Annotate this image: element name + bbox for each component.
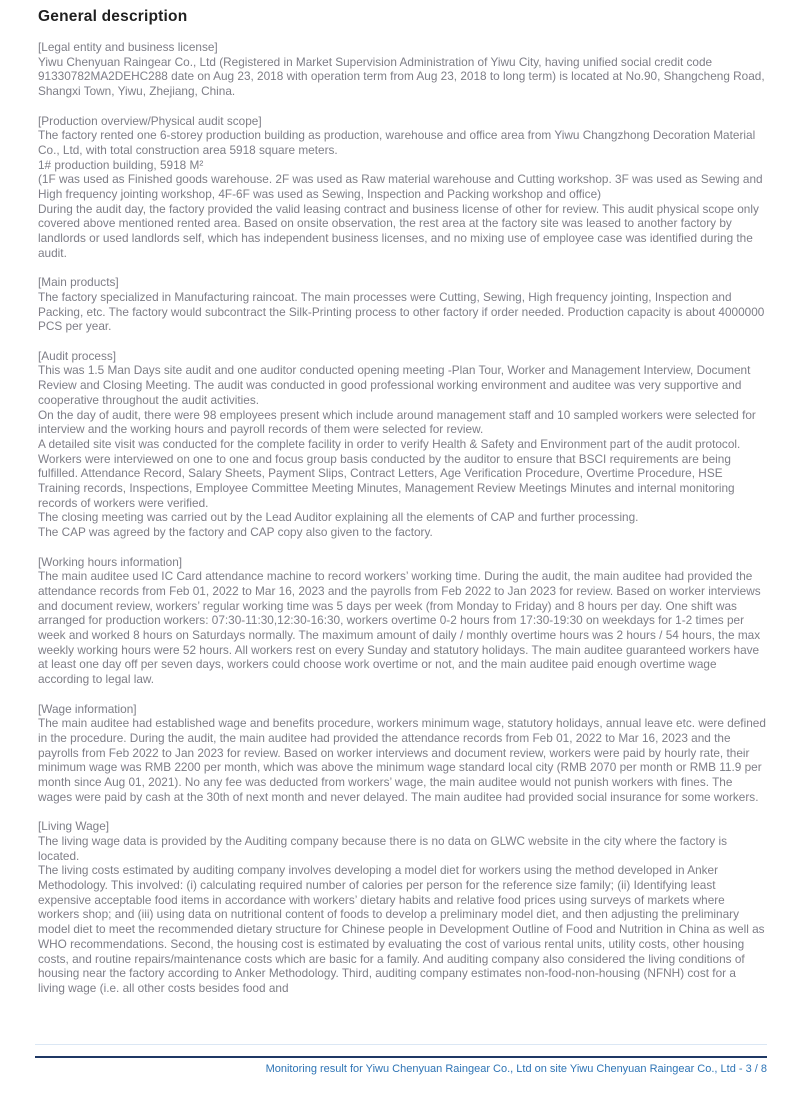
- section-living-wage: [38, 819, 766, 995]
- section-header: [Legal entity and business license]: [38, 40, 218, 54]
- section-paragraph: On the day of audit, there were 98 employees present which include around management staff and 10 sampled workers were selected for interview and the working hours and payroll records of them were selected for review.: [38, 407, 756, 437]
- section-paragraph: The main auditee used IC Card attendance machine to record workers’ working time. During the audit, the main auditee had provided the attendance records from Feb 01, 2022 to Mar 16, 2023 and the payrolls from Feb 2022 to Jan 2023 for review. Based on worker interviews and document review, workers’ regular working time was 5 days per week (from Monday to Friday) and 8 hours per day. One shift was arranged for production workers: 07:30-11:30,12:30-16:30, workers overtime 0-2 hours from 17:30-19:30 on weekdays for 1-2 times per week and worked 8 hours on Saturdays normally. The maximum amount of daily / monthly overtime hours was 2 hours / 54 hours, the max weekly working hours were 52 hours. All workers rest on every Sunday and statutory holidays. The main auditee guaranteed workers have at least one day off per seven days, workers could choose work overtime or not, and the main auditee paid enough overtime wage according to legal law.: [38, 569, 761, 687]
- footer-divider: [35, 1056, 767, 1058]
- section-production-overview: [38, 114, 766, 261]
- section-paragraph: (1F was used as Finished goods warehouse. 2F was used as Raw material warehouse and Cutting workshop. 3F was used as Sewing and High frequency jointing workshop, 4F-6F was used as Sewing, Inspection and Packing workshop and office): [38, 172, 763, 202]
- section-paragraph: Yiwu Chenyuan Raingear Co., Ltd (Registered in Market Supervision Administration of Yiwu City, having unified social credit code 91330782MA2DEHC288 date on Aug 23, 2018 with operation term from Aug 23, 2018 to long term) is located at No.90, Shangcheng Road, Shangxi Town, Yiwu, Zhejiang, China.: [38, 54, 765, 99]
- section-paragraph: This was 1.5 Man Days site audit and one auditor conducted opening meeting -Plan Tour, Worker and Management Interview, Document Review and Closing Meeting. The audit was conducted in good professional working environment and auditee was very supportive and cooperative throughout the audit activities.: [38, 363, 751, 407]
- section-paragraph: The living costs estimated by auditing company involves developing a model diet for workers using the method developed in Anker Methodology. This involved: (i) calculating required number of calories per person for the reference size family; (ii) Identifying least expensive acceptable food items in accordance with workers’ dietary habits and relative food prices using surveys of markets where workers shop; and (iii) using data on nutritional content of foods to develop a preliminary model diet, and then adjusting the preliminary model diet to meet the recommended dietary structure for Chinese people in Development Outline of Food and Nutrition in China as well as WHO recommendations. Second, the housing cost is estimated by evaluating the cost of various rental units, utility costs, other housing costs, and routine repairs/maintenance costs which are basic for a family. And auditing company also considered the living conditions of housing near the factory according to Anker Methodology. Third, auditing company estimates non-food-non-housing (NFNH) cost for a living wage (i.e. all other costs besides food and: [38, 863, 765, 995]
- section-paragraph: The CAP was agreed by the factory and CAP copy also given to the factory.: [38, 525, 433, 540]
- document-content: [38, 8, 766, 1010]
- section-paragraph: The factory specialized in Manufacturing raincoat. The main processes were Cutting, Sewing, High frequency jointing, Inspection and Packing, etc. The factory would subcontract the Silk-Printing process to other factory if order needed. Production capacity is about 4000000 PCS per year.: [38, 289, 765, 334]
- section-header: [Wage information]: [38, 701, 137, 716]
- section-header: [Living Wage]: [38, 819, 110, 834]
- section-audit-process: [38, 349, 766, 540]
- page-title: General description: [38, 8, 188, 25]
- section-wage-information: [38, 702, 766, 805]
- footer-divider-light: [35, 1044, 767, 1045]
- section-header: [Working hours information]: [38, 554, 183, 569]
- page-footer: [35, 1040, 767, 1100]
- section-paragraph: A detailed site visit was conducted for the complete facility in order to verify Health & Safety and Environment part of the audit protocol. Workers were interviewed on one to one and focus group basis conducted by the auditor to ensure that BSCI requirements are being fulfilled. Attendance Record, Salary Sheets, Payment Slips, Contract Letters, Age Verification Procedure, Overtime Procedure, HSE Training records, Inspections, Employee Committee Meeting Minutes, Management Review Meetings Minutes and internal monitoring records of workers were verified.: [38, 436, 741, 510]
- section-working-hours: [38, 555, 766, 687]
- section-paragraph: 1# production building, 5918 M²: [38, 157, 204, 172]
- section-paragraph: The closing meeting was carried out by the Lead Auditor explaining all the elements of CAP and further processing.: [38, 510, 639, 525]
- section-header: [Main products]: [38, 275, 119, 290]
- section-paragraph: The living wage data is provided by the Auditing company because there is no data on GLWC website in the city where the factory is located.: [38, 833, 727, 863]
- section-paragraph: The main auditee had established wage and benefits procedure, workers minimum wage, statutory holidays, annual leave etc. were defined in the procedure. During the audit, the main auditee had provided the attendance records from Feb 01, 2022 to Mar 16, 2023 and the payrolls from Feb 2022 to Jan 2023 for review. Based on worker interviews and document review, workers were paid by hourly rate, their minimum wage was RMB 2200 per month, which was above the minimum wage standard local city (RMB 2070 per month or RMB 11.9 per month since Aug 01, 2021). No any fee was deducted from workers’ wage, the main auditee would not punish workers with fines. The wages were paid by cash at the 30th of next month and never delayed. The main auditee had provided social insurance for some workers.: [38, 716, 766, 804]
- section-paragraph: The factory rented one 6-storey production building as production, warehouse and office area from Yiwu Changzhong Decoration Material Co., Ltd, with total construction area 5918 square meters.: [38, 128, 756, 157]
- section-legal-entity: [38, 40, 766, 99]
- section-header: [Production overview/Physical audit scope]: [38, 113, 262, 128]
- section-paragraph: During the audit day, the factory provided the valid leasing contract and business license of other for review. This audit physical scope only covered above mentioned rented area. Based on onsite observation, the rest area at the factory site was leased to another factory by landlords or used landlords self, which has independent business licenses, and no mixing use of employee case was identified during the audit.: [38, 201, 759, 260]
- section-main-products: [38, 275, 766, 334]
- section-header: [Audit process]: [38, 348, 117, 363]
- footer-page-info: Monitoring result for Yiwu Chenyuan Raingear Co., Ltd on site Yiwu Chenyuan Raingear Co., Ltd - 3 / 8: [265, 1063, 767, 1075]
